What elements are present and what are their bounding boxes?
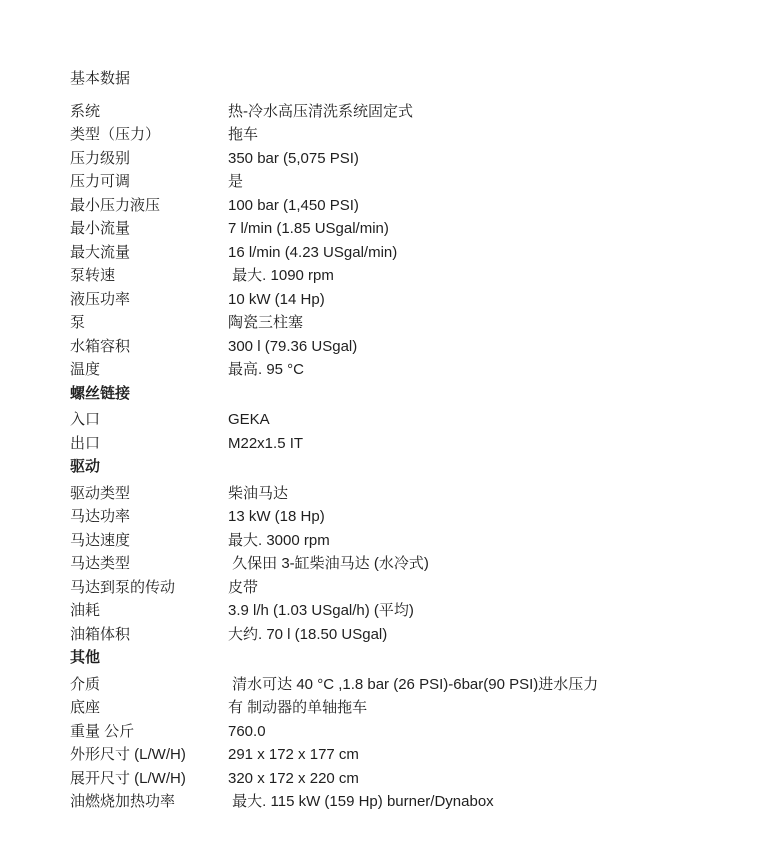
spec-label: 油耗 — [70, 602, 101, 619]
spec-row — [70, 100, 730, 124]
spec-value: 是 — [228, 173, 244, 190]
spec-sheet — [70, 67, 730, 814]
spec-row — [70, 217, 730, 241]
spec-label: 压力可调 — [70, 173, 131, 190]
spec-value: 350 bar (5,075 PSI) — [228, 149, 359, 167]
spec-row — [70, 432, 730, 456]
spec-value: GEKA — [228, 411, 270, 428]
spec-value: 久保田 3-缸柴油马达 (水冷式) — [228, 555, 429, 572]
spec-row — [70, 482, 730, 506]
spec-value: 10 kW (14 Hp) — [228, 290, 325, 308]
spec-value: 最大. 3000 rpm — [228, 531, 330, 549]
section-heading: 螺丝链接 — [70, 384, 131, 402]
spec-row — [70, 264, 730, 288]
section-basic-data — [70, 100, 730, 382]
spec-value: M22x1.5 IT — [228, 434, 304, 452]
spec-row — [70, 505, 730, 529]
spec-row — [70, 576, 730, 600]
spec-row — [70, 123, 730, 147]
spec-value: 陶瓷三柱塞 — [228, 314, 304, 331]
section-other — [70, 646, 730, 814]
spec-row — [70, 673, 730, 697]
spec-value: 最大. 115 kW (159 Hp) burner/Dynabox — [228, 793, 494, 810]
spec-value: 最大. 1090 rpm — [228, 267, 334, 284]
spec-value: 3.9 l/h (1.03 USgal/h) (平均) — [228, 602, 414, 619]
spec-label: 外形尺寸 (L/W/H) — [70, 746, 186, 763]
spec-label: 泵 — [70, 314, 86, 331]
section-drive — [70, 455, 730, 646]
spec-row — [70, 743, 730, 767]
spec-value: 清水可达 40 °C ,1.8 bar (26 PSI)-6bar(90 PSI)进水压力 — [228, 675, 599, 693]
spec-label: 马达速度 — [70, 531, 131, 549]
spec-row — [70, 720, 730, 744]
spec-label: 马达类型 — [70, 555, 131, 572]
spec-row — [70, 335, 730, 359]
spec-label: 入口 — [70, 411, 101, 428]
spec-label: 最小压力液压 — [70, 196, 161, 214]
spec-value: 有 制动器的单轴拖车 — [228, 699, 368, 716]
spec-row — [70, 358, 730, 382]
spec-row — [70, 552, 730, 576]
spec-row — [70, 623, 730, 647]
spec-value: 最高. 95 °C — [228, 361, 305, 378]
spec-label: 油燃烧加热功率 — [70, 793, 176, 810]
spec-value: 大约. 70 l (18.50 USgal) — [228, 625, 388, 643]
spec-label: 底座 — [70, 699, 101, 716]
spec-row — [70, 170, 730, 194]
spec-label: 重量 公斤 — [70, 722, 135, 740]
spec-value: 13 kW (18 Hp) — [228, 508, 325, 525]
spec-label: 液压功率 — [70, 290, 131, 308]
spec-value: 760.0 — [228, 722, 266, 740]
spec-label: 最小流量 — [70, 220, 131, 237]
spec-label: 系统 — [70, 102, 101, 120]
section-screw-connections — [70, 382, 730, 456]
page-title: 基本数据 — [70, 70, 131, 87]
spec-row — [70, 696, 730, 720]
spec-label: 油箱体积 — [70, 625, 131, 643]
spec-row — [70, 311, 730, 335]
spec-row — [70, 529, 730, 553]
spec-label: 水箱容积 — [70, 337, 131, 355]
spec-label: 展开尺寸 (L/W/H) — [70, 769, 186, 787]
spec-value: 热-冷水高压清洗系统固定式 — [228, 102, 413, 120]
spec-label: 泵转速 — [70, 267, 116, 284]
spec-value: 320 x 172 x 220 cm — [228, 769, 359, 787]
spec-label: 介质 — [70, 675, 101, 693]
spec-row — [70, 767, 730, 791]
spec-label: 最大流量 — [70, 243, 131, 261]
spec-row — [70, 241, 730, 265]
spec-row — [70, 147, 730, 171]
section-heading: 驱动 — [70, 458, 101, 475]
spec-value: 16 l/min (4.23 USgal/min) — [228, 243, 398, 261]
spec-value: 皮带 — [228, 578, 259, 596]
spec-value: 291 x 172 x 177 cm — [228, 746, 359, 763]
spec-row — [70, 288, 730, 312]
spec-row — [70, 194, 730, 218]
section-heading: 其他 — [70, 649, 101, 666]
spec-value: 100 bar (1,450 PSI) — [228, 196, 359, 214]
spec-row — [70, 408, 730, 432]
spec-label: 出口 — [70, 434, 101, 452]
spec-value: 7 l/min (1.85 USgal/min) — [228, 220, 389, 237]
spec-value: 柴油马达 — [228, 484, 289, 502]
spec-value: 300 l (79.36 USgal) — [228, 337, 358, 355]
spec-label: 类型（压力） — [70, 126, 161, 143]
spec-row — [70, 790, 730, 814]
spec-label: 压力级别 — [70, 149, 131, 167]
spec-value: 拖车 — [228, 126, 259, 143]
spec-label: 温度 — [70, 361, 101, 378]
spec-label: 马达到泵的传动 — [70, 578, 176, 596]
spec-label: 马达功率 — [70, 508, 131, 525]
spec-row — [70, 599, 730, 623]
spec-label: 驱动类型 — [70, 484, 131, 502]
